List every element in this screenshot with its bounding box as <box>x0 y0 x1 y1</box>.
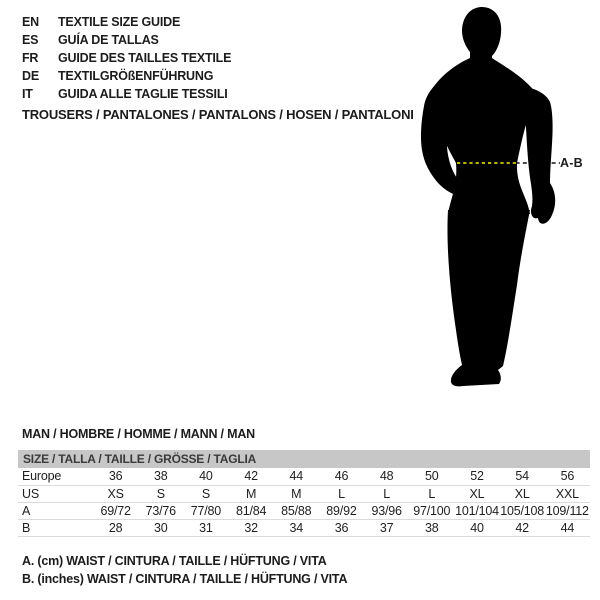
table-cell: 56 <box>560 469 575 484</box>
table-cell: S <box>156 486 165 501</box>
table-cell: 89/92 <box>326 503 357 518</box>
size-table-header: SIZE / TALLA / TAILLE / GRÖSSE / TAGLIA <box>18 450 590 468</box>
row-label: Europe <box>22 469 62 484</box>
gender-section-title: MAN / HOMBRE / HOMME / MANN / MAN <box>22 427 255 441</box>
table-cell: 40 <box>470 520 484 535</box>
table-cell: 77/80 <box>190 503 222 518</box>
table-cell: 101/104 <box>455 503 499 518</box>
measure-label-ab: A-B <box>560 156 583 170</box>
language-label: GUIDA ALLE TAGLIE TESSILI <box>58 87 228 101</box>
table-cell: 109/112 <box>545 503 589 518</box>
table-cell: 44 <box>289 469 304 484</box>
language-row <box>22 85 231 103</box>
table-cell: 44 <box>560 520 575 535</box>
table-cell: L <box>383 486 390 501</box>
category-title: TROUSERS / PANTALONES / PANTALONS / HOSEN / PANTALONI <box>22 107 414 122</box>
table-cell: 48 <box>379 469 394 484</box>
language-code: FR <box>22 51 39 65</box>
language-label: TEXTILGRÖßENFÜHRUNG <box>58 69 214 83</box>
table-row-europe <box>18 468 590 485</box>
table-cell: 52 <box>470 469 484 484</box>
table-cell: 42 <box>515 520 529 535</box>
silhouette-body <box>421 7 555 386</box>
row-label: US <box>22 486 39 501</box>
table-cell: M <box>291 486 302 501</box>
table-row-b-inches <box>18 519 590 536</box>
table-cell: M <box>245 486 257 501</box>
table-cell: 31 <box>199 520 213 535</box>
table-cell: 50 <box>425 469 439 484</box>
table-cell: L <box>428 486 436 501</box>
table-cell: 38 <box>154 469 168 484</box>
table-cell: 36 <box>334 520 349 535</box>
table-cell: 30 <box>154 520 168 535</box>
table-cell: 69/72 <box>100 503 131 518</box>
table-cell: 32 <box>244 520 258 535</box>
note-a-cm: A. (cm) WAIST / CINTURA / TAILLE / HÜFTUNG / VITA <box>22 554 327 568</box>
measurement-notes <box>22 552 347 588</box>
row-label: A <box>22 503 31 518</box>
table-row-a-cm <box>18 502 590 519</box>
table-cell: 28 <box>108 520 123 535</box>
table-cell: 42 <box>244 469 258 484</box>
table-cell: 93/96 <box>371 503 402 518</box>
language-label: GUIDE DES TAILLES TEXTILE <box>58 51 232 65</box>
size-table-section <box>18 450 590 537</box>
table-cell: 36 <box>108 469 123 484</box>
language-code: DE <box>22 69 39 83</box>
language-row <box>22 13 231 31</box>
table-cell: XXL <box>555 486 579 501</box>
language-code: ES <box>22 33 39 47</box>
table-cell: XL <box>469 486 485 501</box>
language-row <box>22 67 231 85</box>
table-cell: 105/108 <box>500 503 545 518</box>
table-cell: 81/84 <box>235 503 267 518</box>
man-silhouette-figure <box>400 0 600 420</box>
language-label: GUÍA DE TALLAS <box>58 33 159 47</box>
table-cell: 34 <box>289 520 304 535</box>
table-cell: 54 <box>515 469 529 484</box>
table-cell: 73/76 <box>145 503 176 518</box>
table-cell: 38 <box>425 520 439 535</box>
language-code: EN <box>22 15 39 29</box>
language-row <box>22 49 231 67</box>
language-legend <box>22 13 231 103</box>
table-cell: 85/88 <box>281 503 312 518</box>
table-row-us <box>18 485 590 502</box>
table-cell: 97/100 <box>413 503 451 518</box>
table-cell: XS <box>107 486 124 501</box>
language-row <box>22 31 231 49</box>
table-cell: S <box>201 486 210 501</box>
language-code: IT <box>22 87 33 101</box>
row-label: B <box>22 520 31 535</box>
table-cell: 46 <box>334 469 349 484</box>
table-cell: 40 <box>199 469 213 484</box>
table-cell: XL <box>514 486 530 501</box>
table-cell: L <box>338 486 345 501</box>
language-label: TEXTILE SIZE GUIDE <box>58 15 181 29</box>
size-table <box>18 468 590 537</box>
table-cell: 37 <box>379 520 394 535</box>
note-b-inches: B. (inches) WAIST / CINTURA / TAILLE / HÜFTUNG / VITA <box>22 572 348 586</box>
man-silhouette-svg <box>400 0 600 420</box>
